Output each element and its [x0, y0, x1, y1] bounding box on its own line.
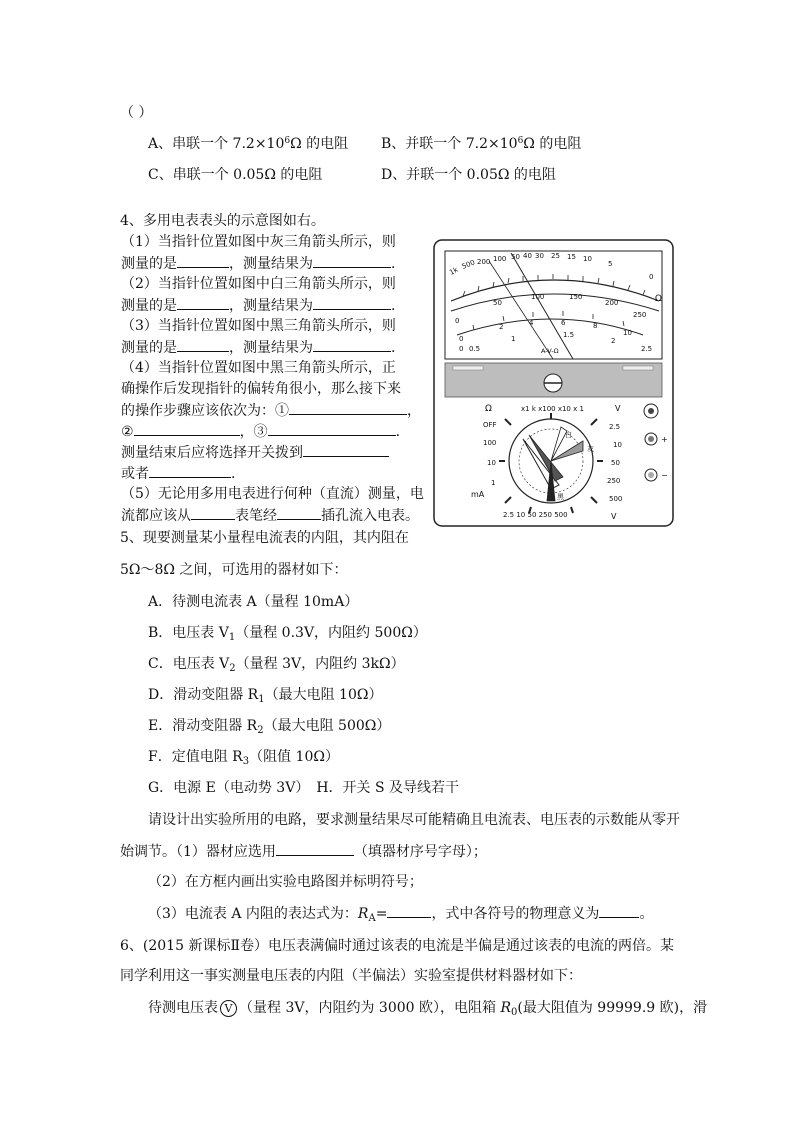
ac-tick-label: 0.5 — [469, 345, 481, 353]
q5-item-f: F．定值电阻 $R_3$（阻值 10Ω） — [148, 749, 339, 767]
multimeter-figure — [433, 239, 674, 527]
answer-bracket: （ ） — [120, 105, 153, 121]
ohm-range-symbol: Ω — [485, 404, 492, 414]
voltage-range: 50 — [611, 459, 620, 467]
low-tick-label: 6 — [561, 319, 566, 327]
ohm-tick-label: 0 — [649, 273, 654, 281]
ohm-tick-label: 200 — [477, 258, 491, 266]
ohm-tick-label: 15 — [567, 253, 576, 261]
mid-tick-label: 50 — [493, 299, 502, 307]
blank — [303, 442, 389, 457]
q5-item-gh: G．电源 E（电动势 3V） H．开关 S 及导线若干 — [148, 780, 460, 796]
ohm-tick-label: 30 — [535, 252, 544, 260]
blank — [134, 421, 240, 436]
q5-range: 5Ω～8Ω 之间，可选用的器材如下： — [120, 562, 348, 578]
voltmeter-symbol: V — [220, 1000, 237, 1017]
mid-tick-label: 0 — [455, 317, 460, 325]
q5-item-c: C．电压表 $V_2$（量程 3V，内阻约 3kΩ） — [148, 656, 405, 674]
low-tick-label: 4 — [529, 319, 534, 327]
blank — [177, 295, 229, 310]
voltage-range: 250 — [607, 477, 621, 485]
option-d: D、并联一个 0.05Ω 的电阻 — [381, 167, 556, 183]
ohm-tick-label: 40 — [523, 252, 532, 260]
terminal-center — [648, 436, 654, 442]
ma-label: mA — [471, 490, 485, 499]
current-range: 100 — [483, 439, 497, 447]
dial-window — [445, 251, 662, 359]
volt-symbol: V — [615, 404, 621, 413]
ac-tick-label: 2.5 — [641, 345, 653, 353]
q5-design-line1: 请设计出实验所用的电路，要求测量结果尽可能精确且电流表、电压表的示数能从零开 — [148, 812, 680, 828]
ac-tick-label: 0 — [459, 345, 464, 353]
black-tag: 黑 — [557, 493, 564, 501]
q5-item-a: A．待测电流表 A（量程 10mA） — [148, 594, 359, 610]
q4-p4-line3: 的操作步骤应该依次为：① ， — [121, 400, 421, 421]
ohm-tick-label: 100 — [493, 255, 507, 263]
knob-center — [648, 408, 654, 414]
dial-label: A-V-Ω — [541, 347, 559, 355]
q4-p1-line2: 测量的是 ，测量结果为 . — [121, 253, 395, 274]
q5-item-d: D．滑动变阻器 $R_1$（最大电阻 10Ω） — [148, 687, 383, 705]
option-a: A、串联一个 $7.2\times 10^6\Omega$ 的电阻 — [148, 136, 349, 152]
mid-tick-label: 100 — [531, 293, 545, 301]
white-tag: 白 — [565, 431, 572, 439]
ohm-tick-label: 25 — [551, 252, 560, 260]
blank — [387, 903, 431, 918]
q4-p4-line2: 确操作后发现指针的偏转角很小，那么接下来 — [121, 381, 401, 397]
q4-p4-line1: （4）当指针位置如图中黑三角箭头所示，正 — [121, 360, 396, 376]
q4-p2-line2: 测量的是 ，测量结果为 . — [121, 295, 395, 316]
blank — [313, 337, 391, 352]
ac-tick-label: 1.5 — [563, 331, 575, 339]
gray-tag: 灰 — [587, 445, 594, 453]
mid-tick-label: 250 — [633, 311, 647, 319]
q4-title: 4、多用电表表头的示意图如右。 — [120, 213, 325, 229]
ac-tick-label: 2 — [611, 337, 616, 345]
blank — [276, 841, 354, 856]
q5-title: 5、现要测量某小量程电流表的内阻，其内阻在 — [120, 530, 409, 546]
ohm-tick-label: 50 — [511, 253, 520, 261]
mid-tick-label: 200 — [605, 299, 619, 307]
q4-p5-line1: （5）无论用多用电表进行何种（直流）测量，电 — [121, 486, 424, 502]
range-heads: x1 k x100 x10 x 1 — [521, 405, 584, 413]
current-range: 10 — [487, 459, 496, 467]
panel-slot — [453, 366, 483, 370]
q5-design-line3: （2）在方框内画出实验电路图并标明符号； — [148, 874, 423, 890]
ac-volt-symbol: V — [611, 512, 617, 521]
q4-p5-line2: 流都应该从 表笔经 插孔流入电表。 — [121, 505, 419, 526]
ohm-tick-label: 1k — [448, 265, 460, 277]
bottom-ranges: 2.5 10 50 250 500 — [503, 511, 568, 519]
off-label: OFF — [483, 421, 497, 429]
q5-design-line4: （3）电流表 A 内阻的表达式为：$R_A=$ ，式中各符号的物理意义为 。 — [148, 903, 653, 924]
q6-line3: 待测电压表 V （量程 3V，内阻约为 3000 欧），电阻箱 $R_0$(最大阻值为 99999.9 欧)，滑 — [148, 1000, 708, 1018]
blank — [177, 337, 229, 352]
minus-label: − — [661, 471, 668, 480]
q4-p4-line6: 或者 . — [121, 463, 235, 484]
blank — [277, 505, 321, 520]
blank — [289, 400, 407, 415]
q4-p3-line1: （3）当指针位置如图中黑三角箭头所示，则 — [121, 318, 396, 334]
panel-slot — [623, 366, 653, 370]
blank — [313, 295, 391, 310]
q6-line2: 同学利用这一事实测量电压表的内阻（半偏法）实验室提供材料器材如下： — [120, 968, 582, 984]
blank — [149, 463, 231, 478]
q4-p1-line1: （1）当指针位置如图中灰三角箭头所示，则 — [121, 234, 396, 250]
voltage-range: 500 — [609, 495, 623, 503]
blank — [191, 505, 235, 520]
low-tick-label: 10 — [623, 329, 632, 337]
blank — [177, 253, 229, 268]
mid-tick-label: 150 — [569, 293, 583, 301]
q5-design-line2: 始调节。（1）器材应选用 （填器材序号字母）； — [120, 841, 487, 862]
q5-item-b: B．电压表 $V_1$（量程 0.3V，内阻约 500Ω） — [148, 625, 427, 643]
blank — [313, 253, 391, 268]
voltage-range: 10 — [613, 441, 622, 449]
ohm-symbol-label: Ω — [655, 294, 662, 304]
terminal-center — [648, 472, 654, 478]
current-range: 1 — [491, 479, 496, 487]
ac-tick-label: 1 — [511, 335, 516, 343]
q4-p4-line5: 测量结束后应将选择开关拨到 — [121, 442, 389, 463]
low-tick-label: 0 — [459, 335, 464, 343]
ohm-tick-label: 10 — [583, 255, 592, 263]
blank — [599, 903, 639, 918]
voltage-range: 2.5 — [609, 423, 621, 431]
q5-item-e: E．滑动变阻器 $R_2$（最大电阻 500Ω） — [148, 718, 391, 736]
q4-p4-line4: ② ，③ . — [121, 421, 400, 442]
low-tick-label: 2 — [499, 323, 504, 331]
q4-p3-line2: 测量的是 ，测量结果为 . — [121, 337, 395, 358]
option-b: B、并联一个 $7.2\times 10^6\Omega$ 的电阻 — [381, 136, 582, 152]
blank — [268, 421, 396, 436]
low-tick-label: 8 — [593, 322, 598, 330]
q4-p2-line1: （2）当指针位置如图中白三角箭头所示，则 — [121, 276, 396, 292]
ohm-tick-label: 5 — [608, 260, 613, 268]
option-c: C、串联一个 0.05Ω 的电阻 — [148, 167, 323, 183]
q6-line1: 6、(2015 新课标Ⅱ卷）电压表满偏时通过该表的电流是半偏是通过该表的电流的两倍。某 — [120, 938, 674, 954]
ohm-tick-label: 500 — [460, 258, 477, 271]
plus-label: + — [661, 435, 668, 444]
